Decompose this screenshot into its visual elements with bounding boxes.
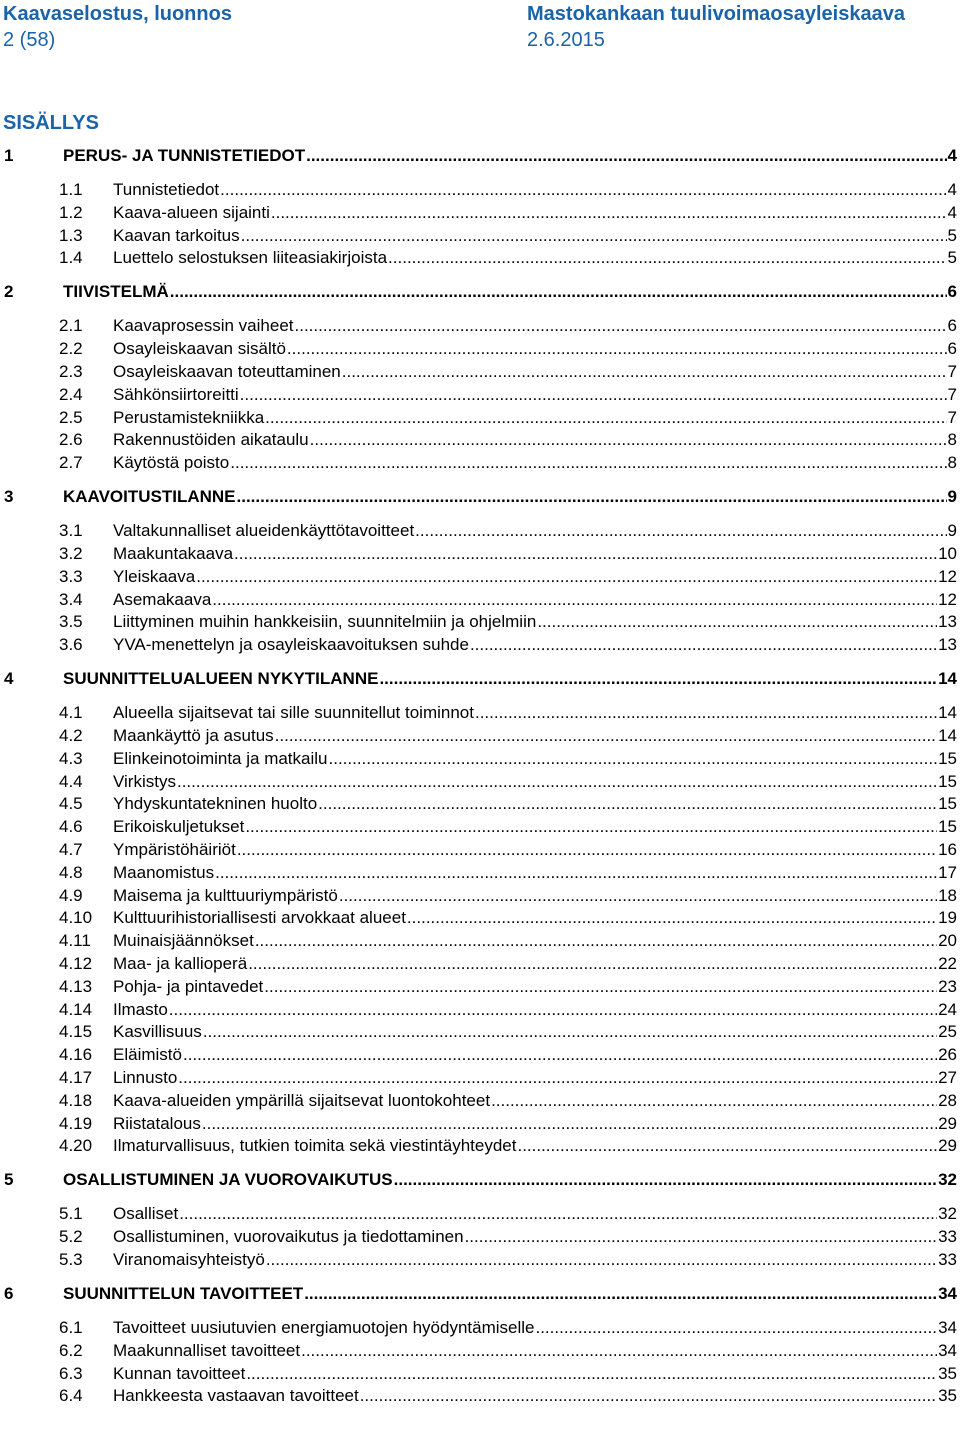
toc-entry-page: 7 [947, 384, 957, 404]
toc-entry-label: TIIVISTELMÄ [63, 282, 169, 302]
toc-dot-leader [241, 226, 947, 246]
toc-dot-leader [265, 408, 946, 428]
toc-entry-label: Riistatalous [113, 1113, 201, 1133]
toc-dot-leader [310, 430, 947, 450]
toc-dot-leader [318, 794, 937, 814]
toc-entry-label: Liittyminen muihin hankkeisiin, suunnitelmiin ja ohjelmiin [113, 612, 537, 632]
toc-entry-label: Ympäristöhäiriöt [113, 840, 236, 859]
toc-entry-page: 4 [947, 202, 957, 222]
toc-dot-leader [220, 180, 946, 200]
toc-dot-leader [264, 977, 937, 997]
toc-entry-page: 13 [938, 635, 957, 655]
toc-entry-label: Maa- ja kallioperä [113, 954, 248, 973]
toc-section[interactable] [0, 977, 957, 997]
toc-entry-label: Kaavan tarkoitus [113, 225, 240, 245]
toc-entry-number: 3.5 [59, 612, 83, 632]
toc-dot-leader [407, 908, 937, 928]
toc-entry-page: 7 [947, 407, 957, 427]
toc-entry-page: 5 [947, 248, 957, 268]
toc-entry-page: 34 [938, 1318, 957, 1337]
toc-entry-label: Yleiskaava [113, 566, 196, 586]
toc-section[interactable] [0, 180, 957, 200]
toc-entry-page: 29 [938, 1113, 957, 1133]
toc-entry-number: 4.2 [59, 726, 83, 745]
toc-dot-leader [230, 453, 946, 473]
toc-entry-page: 32 [938, 1170, 957, 1190]
toc-dot-leader [203, 1022, 937, 1042]
toc-entry-number: 1.3 [59, 225, 83, 245]
toc-entry-page: 14 [938, 703, 957, 723]
toc-entry-page: 20 [938, 931, 957, 951]
toc-entry-number: 1 [4, 146, 14, 165]
toc-entry-page: 16 [938, 840, 957, 859]
toc-entry-label: SUUNNITTELUALUEEN NYKYTILANNE [63, 669, 379, 689]
toc-entry-label: Osallistuminen, vuorovaikutus ja tiedottaminen [113, 1227, 464, 1247]
header-plan-title: Mastokankaan tuulivoimaosayleiskaava [527, 3, 905, 25]
toc-entry-number: 5 [4, 1170, 14, 1190]
toc-entry-page: 4 [947, 146, 957, 165]
toc-entry-page: 28 [938, 1090, 957, 1110]
toc-dot-leader [248, 954, 937, 974]
toc-entry-label: Käytöstä poisto [113, 453, 230, 473]
toc-section[interactable] [0, 1204, 957, 1224]
toc-section[interactable] [0, 1227, 957, 1247]
toc-section[interactable] [0, 817, 957, 837]
toc-entry-page: 24 [938, 999, 957, 1019]
toc-entry-number: 4.8 [59, 862, 83, 882]
toc-dot-leader [388, 248, 946, 268]
toc-entry-page: 4 [947, 180, 957, 199]
toc-section[interactable] [0, 840, 957, 860]
toc-entry-page: 18 [938, 885, 957, 905]
toc-dot-leader [394, 1170, 937, 1190]
toc-entry-page: 33 [938, 1227, 957, 1247]
toc-section[interactable] [0, 703, 957, 723]
toc-entry-label: Luettelo selostuksen liiteasiakirjoista [113, 248, 388, 268]
toc-entry-label: Alueella sijaitsevat tai sille suunnitellut toiminnot [113, 703, 474, 723]
toc-entry-number: 4.17 [59, 1068, 93, 1087]
toc-entry-number: 3.2 [59, 544, 83, 563]
toc-entry-label: Maankäyttö ja asutus [113, 726, 274, 745]
toc-entry-page: 6 [947, 339, 957, 359]
toc-dot-leader [537, 612, 937, 632]
toc-entry-number: 6.4 [59, 1386, 83, 1406]
toc-dot-leader [237, 840, 937, 860]
toc-entry-label: Viranomaisyhteistyö [113, 1250, 265, 1269]
toc-entry-label: Yhdyskuntatekninen huolto [113, 794, 318, 814]
toc-entry-page: 15 [938, 771, 957, 791]
toc-chapter[interactable] [0, 487, 957, 507]
toc-entry-number: 4.9 [59, 885, 83, 905]
toc-entry-label: Ilmasto [113, 999, 168, 1019]
toc-dot-leader [177, 772, 937, 792]
toc-entry-page: 15 [938, 748, 957, 768]
toc-entry-number: 2.7 [59, 453, 83, 473]
toc-dot-leader [245, 817, 937, 837]
toc-section[interactable] [0, 567, 957, 587]
toc-entry-number: 1.4 [59, 248, 83, 268]
toc-dot-leader [266, 1250, 937, 1270]
toc-section[interactable] [0, 1318, 957, 1338]
toc-entry-label: SUUNNITTELUN TAVOITTEET [63, 1284, 304, 1303]
toc-entry-page: 23 [938, 976, 957, 996]
toc-section[interactable] [0, 203, 957, 223]
toc-entry-number: 3 [4, 487, 14, 507]
toc-entry-page: 34 [938, 1340, 957, 1360]
toc-entry-page: 15 [938, 794, 957, 814]
toc-entry-label: Muinaisjäännökset [113, 931, 254, 951]
toc-entry-label: Virkistys [113, 771, 176, 791]
toc-dot-leader [491, 1091, 937, 1111]
toc-chapter[interactable] [0, 282, 957, 302]
toc-entry-page: 10 [938, 544, 957, 563]
toc-entry-label: Erikoiskuljetukset [113, 817, 245, 837]
toc-chapter[interactable] [0, 146, 957, 166]
toc-entry-number: 2.2 [59, 339, 83, 359]
toc-entry-page: 32 [938, 1204, 957, 1224]
toc-entry-number: 1.1 [59, 180, 83, 199]
toc-section[interactable] [0, 1068, 957, 1088]
toc-entry-label: Kasvillisuus [113, 1022, 202, 1042]
toc-entry-number: 2.1 [59, 316, 83, 336]
toc-entry-label: Kaava-alueen sijainti [113, 202, 270, 222]
toc-entry-number: 3.1 [59, 521, 83, 541]
toc-entry-label: Maanomistus [113, 862, 215, 882]
toc-dot-leader [183, 1045, 937, 1065]
toc-dot-leader [287, 339, 947, 359]
toc-section[interactable] [0, 1386, 957, 1406]
toc-entry-number: 2.4 [59, 384, 83, 404]
toc-entry-number: 4.11 [59, 931, 91, 951]
toc-section[interactable] [0, 863, 957, 883]
toc-entry-page: 15 [938, 817, 957, 837]
toc-entry-label: Tavoitteet uusiutuvien energiamuotojen hyödyntämiselle [113, 1318, 535, 1337]
toc-entry-number: 4 [4, 669, 14, 689]
toc-entry-label: Elinkeinotoiminta ja matkailu [113, 748, 328, 768]
toc-entry-label: PERUS- JA TUNNISTETIEDOT [63, 146, 306, 165]
toc-chapter[interactable] [0, 669, 957, 689]
toc-entry-label: Asemakaava [113, 589, 212, 609]
toc-entry-number: 4.6 [59, 817, 83, 837]
toc-dot-leader [212, 590, 937, 610]
toc-dot-leader [202, 1114, 937, 1134]
toc-dot-leader [255, 931, 937, 951]
toc-entry-label: Tunnistetiedot [113, 180, 220, 199]
toc-dot-leader [415, 521, 946, 541]
toc-entry-number: 5.1 [59, 1204, 83, 1224]
toc-entry-number: 4.5 [59, 794, 83, 814]
toc-entry-number: 4.7 [59, 840, 83, 859]
toc-entry-number: 2 [4, 282, 14, 302]
toc-dot-leader [470, 635, 937, 655]
toc-section[interactable] [0, 908, 957, 928]
toc-chapter[interactable] [0, 1284, 957, 1304]
toc-entry-page: 5 [947, 225, 957, 245]
toc-section[interactable] [0, 544, 957, 564]
toc-entry-page: 12 [938, 566, 957, 586]
toc-entry-page: 35 [938, 1363, 957, 1383]
toc-entry-label: Perustamistekniikka [113, 407, 265, 427]
toc-entry-label: Kaava-alueiden ympärillä sijaitsevat luontokohteet [113, 1090, 491, 1110]
toc-entry-label: Maakunnalliset tavoitteet [113, 1340, 301, 1360]
toc-entry-number: 2.3 [59, 362, 83, 381]
toc-entry-number: 2.5 [59, 407, 83, 427]
toc-section[interactable] [0, 362, 957, 382]
toc-entry-number: 2.6 [59, 430, 83, 450]
toc-section[interactable] [0, 931, 957, 951]
toc-entry-number: 4.19 [59, 1113, 93, 1133]
toc-entry-number: 4.10 [59, 908, 93, 928]
toc-section[interactable] [0, 749, 957, 769]
toc-section[interactable] [0, 226, 957, 246]
toc-chapter[interactable] [0, 1170, 957, 1190]
toc-section[interactable] [0, 590, 957, 610]
toc-entry-number: 4.15 [59, 1022, 93, 1042]
toc-entry-label: Kaavaprosessin vaiheet [113, 316, 294, 336]
toc-dot-leader [215, 863, 937, 883]
toc-entry-number: 6 [4, 1284, 14, 1303]
toc-entry-label: Kunnan tavoitteet [113, 1363, 246, 1383]
toc-entry-page: 33 [938, 1250, 957, 1269]
toc-entry-number: 6.3 [59, 1363, 83, 1383]
toc-entry-number: 4.14 [59, 999, 93, 1019]
toc-entry-page: 6 [947, 282, 957, 302]
toc-section[interactable] [0, 635, 957, 655]
toc-dot-leader [240, 385, 947, 405]
toc-section[interactable] [0, 385, 957, 405]
toc-entry-label: Rakennustöiden aikataulu [113, 430, 309, 450]
toc-entry-page: 8 [947, 453, 957, 473]
toc-entry-number: 5.2 [59, 1227, 83, 1247]
toc-entry-label: KAAVOITUSTILANNE [63, 487, 236, 507]
toc-section[interactable] [0, 1364, 957, 1384]
toc-entry-label: Maisema ja kulttuuriympäristö [113, 885, 338, 905]
toc-dot-leader [271, 203, 947, 223]
toc-entry-page: 8 [947, 430, 957, 450]
toc-entry-label: YVA-menettelyn ja osayleiskaavoituksen suhde [113, 635, 469, 655]
toc-entry-label: Eläimistö [113, 1045, 182, 1065]
toc-entry-page: 6 [947, 316, 957, 336]
toc-dot-leader [342, 362, 947, 382]
toc-section[interactable] [0, 248, 957, 268]
toc-entry-label: Osayleiskaavan sisältö [113, 339, 286, 359]
toc-section[interactable] [0, 453, 957, 473]
toc-entry-number: 4.1 [59, 703, 83, 723]
toc-entry-number: 4.16 [59, 1045, 93, 1065]
toc-dot-leader [379, 669, 937, 689]
toc-dot-leader [304, 1284, 937, 1304]
toc-dot-leader [339, 886, 937, 906]
toc-dot-leader [178, 1068, 937, 1088]
toc-entry-page: 17 [938, 862, 957, 882]
toc-dot-leader [237, 487, 947, 507]
toc-entry-page: 14 [938, 669, 957, 689]
header-page-number: 2 (58) [3, 29, 56, 51]
toc-entry-page: 26 [938, 1045, 957, 1065]
toc-section[interactable] [0, 612, 957, 632]
toc-section[interactable] [0, 886, 957, 906]
toc-entry-number: 4.4 [59, 771, 83, 791]
toc-entry-number: 4.3 [59, 748, 83, 768]
toc-dot-leader [465, 1227, 938, 1247]
toc-entry-label: Linnusto [113, 1068, 178, 1087]
toc-entry-number: 1.2 [59, 202, 83, 222]
toc-entry-page: 29 [938, 1136, 957, 1156]
toc-entry-number: 4.20 [59, 1136, 93, 1156]
toc-entry-page: 14 [938, 726, 957, 745]
toc-dot-leader [196, 567, 937, 587]
toc-entry-page: 7 [947, 362, 957, 381]
toc-entry-page: 9 [947, 487, 957, 507]
header-date: 2.6.2015 [527, 29, 605, 51]
toc-section[interactable] [0, 1114, 957, 1134]
toc-section[interactable] [0, 339, 957, 359]
toc-section[interactable] [0, 1045, 957, 1065]
toc-section[interactable] [0, 1136, 957, 1156]
toc-entry-number: 4.18 [59, 1090, 93, 1110]
toc-entry-label: OSALLISTUMINEN JA VUOROVAIKUTUS [63, 1170, 393, 1190]
toc-dot-leader [179, 1204, 937, 1224]
toc-entry-label: Kulttuurihistoriallisesti arvokkaat alueet [113, 908, 406, 928]
toc-section[interactable] [0, 408, 957, 428]
toc-entry-label: Hankkeesta vastaavan tavoitteet [113, 1386, 359, 1406]
toc-section[interactable] [0, 794, 957, 814]
toc-entry-number: 4.12 [59, 954, 93, 973]
toc-entry-number: 4.13 [59, 976, 93, 996]
toc-entry-number: 6.1 [59, 1318, 83, 1337]
toc-entry-page: 22 [938, 954, 957, 973]
toc-dot-leader [234, 544, 937, 564]
toc-dot-leader [301, 1341, 937, 1361]
toc-dot-leader [295, 316, 947, 336]
toc-entry-number: 3.6 [59, 635, 83, 655]
toc-entry-label: Ilmaturvallisuus, tutkien toimita sekä viestintäyhteydet [113, 1136, 517, 1156]
toc-entry-label: Osalliset [113, 1204, 179, 1224]
toc-entry-number: 3.3 [59, 566, 83, 586]
toc-dot-leader [535, 1318, 937, 1338]
toc-dot-leader [306, 146, 946, 166]
toc-section[interactable] [0, 1000, 957, 1020]
toc-section[interactable] [0, 726, 957, 746]
toc-entry-page: 12 [938, 589, 957, 609]
toc-entry-label: Valtakunnalliset alueidenkäyttötavoitteet [113, 521, 415, 541]
toc-entry-page: 35 [938, 1386, 957, 1406]
toc-dot-leader [360, 1386, 937, 1406]
toc-entry-page: 19 [938, 908, 957, 928]
toc-dot-leader [275, 726, 937, 746]
toc-dot-leader [517, 1136, 937, 1156]
toc-dot-leader [329, 749, 938, 769]
toc-dot-leader [475, 703, 937, 723]
toc-entry-label: Pohja- ja pintavedet [113, 976, 264, 996]
toc-section[interactable] [0, 1091, 957, 1111]
toc-dot-leader [170, 282, 947, 302]
toc-entry-page: 27 [938, 1068, 957, 1087]
header-document-title: Kaavaselostus, luonnos [3, 3, 232, 25]
toc-section[interactable] [0, 772, 957, 792]
toc-entry-number: 5.3 [59, 1250, 83, 1269]
toc-entry-number: 3.4 [59, 589, 83, 609]
toc-entry-number: 6.2 [59, 1340, 83, 1360]
toc-dot-leader [169, 1000, 937, 1020]
toc-section[interactable] [0, 430, 957, 450]
toc-entry-page: 13 [938, 612, 957, 632]
toc-entry-page: 9 [947, 521, 957, 541]
toc-entry-label: Osayleiskaavan toteuttaminen [113, 362, 341, 381]
toc-entry-label: Maakuntakaava [113, 544, 234, 563]
toc-section[interactable] [0, 1022, 957, 1042]
toc-entry-page: 34 [938, 1284, 957, 1303]
toc-title: SISÄLLYS [3, 112, 99, 134]
toc-dot-leader [246, 1364, 937, 1384]
toc-section[interactable] [0, 316, 957, 336]
toc-section[interactable] [0, 1341, 957, 1361]
toc-section[interactable] [0, 1250, 957, 1270]
toc-section[interactable] [0, 954, 957, 974]
toc-section[interactable] [0, 521, 957, 541]
toc-entry-page: 25 [938, 1022, 957, 1042]
toc-entry-label: Sähkönsiirtoreitti [113, 384, 239, 404]
